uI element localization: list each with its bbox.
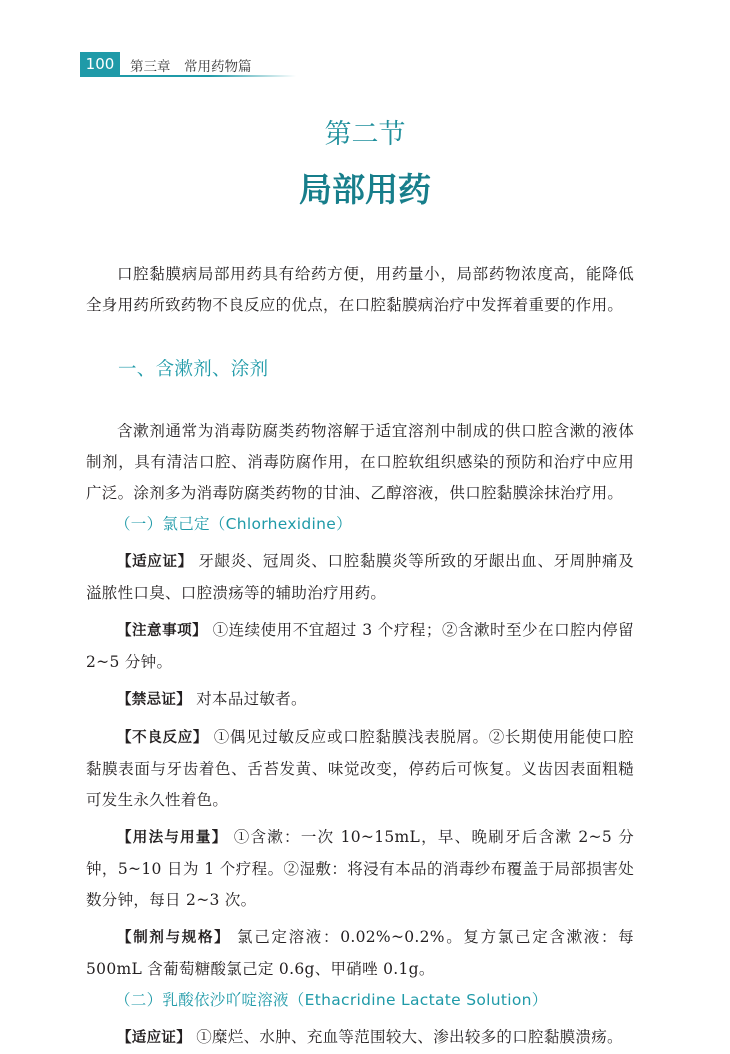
drug1-precautions xyxy=(86,615,634,678)
item-label: 【禁忌证】 xyxy=(117,692,191,708)
item-text: ①糜烂、水肿、充血等范围较大、渗出较多的口腔黏膜溃疡。 xyxy=(196,1028,623,1046)
item-text: ①连续使用不宜超过 3 个疗程；②含漱时至少在口腔内停留 2~5 分钟。 xyxy=(86,621,634,671)
body-content xyxy=(86,259,634,1054)
subsection-heading: 一、含漱剂、涂剂 xyxy=(118,359,269,380)
drug-heading-chlorhexidine: （一）氯己定（Chlorhexidine） xyxy=(115,515,352,533)
drug1-indications xyxy=(86,546,634,609)
item-label: 【用法与用量】 xyxy=(117,830,228,846)
item-text: ①偶见过敏反应或口腔黏膜浅表脱屑。②长期使用能使口腔黏膜表面与牙齿着色、舌苔发黄、味觉改变，停药后可恢复。义齿因表面粗糙可发生永久性着色。 xyxy=(86,728,634,809)
drug1-contraindications xyxy=(86,684,634,716)
drug-heading-ethacridine: （二）乳酸依沙吖啶溶液（Ethacridine Lactate Solution） xyxy=(115,991,548,1009)
header-rule xyxy=(80,75,296,77)
item-label: 【注意事项】 xyxy=(117,623,208,639)
item-label: 【适应证】 xyxy=(117,1030,191,1046)
item-text: 对本品过敏者。 xyxy=(196,690,307,708)
subsection-paragraph: 含漱剂通常为消毒防腐类药物溶解于适宜溶剂中制成的供口腔含漱的液体制剂，具有清洁口腔、消毒防腐作用，在口腔软组织感染的预防和治疗中应用广泛。涂剂多为消毒防腐类药物的甘油、乙醇溶液，供口腔黏膜涂抹治疗用。 xyxy=(86,422,634,502)
drug2-indications xyxy=(86,1022,634,1054)
drug1-preparations xyxy=(86,922,634,985)
item-text: 氯己定溶液：0.02%~0.2%。复方氯己定含漱液：每 500mL 含葡萄糖酸氯己定 0.6g、甲硝唑 0.1g。 xyxy=(86,928,634,978)
item-label: 【不良反应】 xyxy=(117,730,209,746)
drug1-dosage xyxy=(86,822,634,916)
running-header xyxy=(80,52,680,78)
section-title: 局部用药 xyxy=(299,170,431,209)
page-number: 100 xyxy=(80,52,120,76)
item-text: 牙龈炎、冠周炎、口腔黏膜炎等所致的牙龈出血、牙周肿痛及溢脓性口臭、口腔溃疡等的辅助治疗用药。 xyxy=(86,552,634,602)
intro-paragraph: 口腔黏膜病局部用药具有给药方便，用药量小，局部药物浓度高，能降低全身用药所致药物不良反应的优点，在口腔黏膜病治疗中发挥着重要的作用。 xyxy=(86,265,634,314)
drug1-adverse-reactions xyxy=(86,722,634,816)
section-number: 第二节 xyxy=(324,119,406,150)
item-label: 【制剂与规格】 xyxy=(117,930,231,946)
chapter-label: 第三章 常用药物篇 xyxy=(130,59,252,75)
item-label: 【适应证】 xyxy=(117,554,193,570)
item-text: ①含漱：一次 10~15mL，早、晚刷牙后含漱 2~5 分钟，5~10 日为 1 个疗程。②湿敷：将浸有本品的消毒纱布覆盖于局部损害处数分钟，每日 2~3 次。 xyxy=(86,828,634,909)
